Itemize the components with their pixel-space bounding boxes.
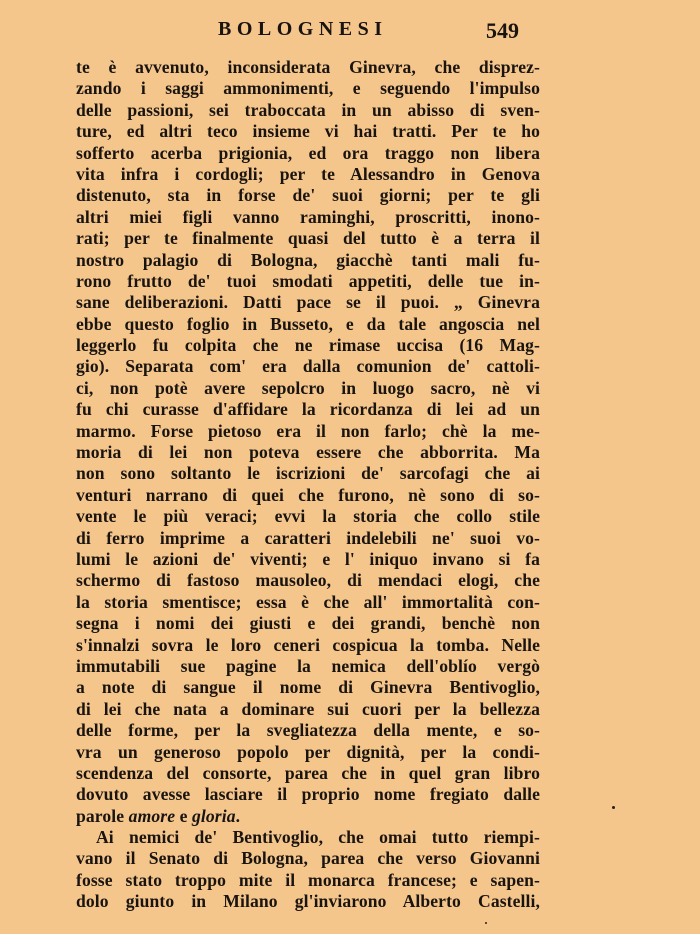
text-line: sane deliberazioni. Datti pace se il puoi. „ Ginevra: [76, 292, 540, 313]
text-line: vano il Senato di Bologna, parea che verso Giovanni: [76, 848, 540, 869]
text-line: ci, non potè avere sepolcro in luogo sacro, nè vi: [76, 377, 540, 398]
page-number: 549: [486, 18, 519, 43]
text-line: a note di sangue il nome di Ginevra Bentivoglio,: [76, 677, 540, 698]
text-line: gio). Separata com' era dalla comunion de' cattoli-: [76, 356, 540, 377]
text-line: scendenza del consorte, parea che in quel gran libro: [76, 762, 540, 783]
text-line: distenuto, sta in forse de' suoi giorni; per te gli: [76, 185, 540, 206]
text-line: vente le più veraci; evvi la storia che collo stile: [76, 506, 540, 527]
italic-word: gloria: [192, 805, 236, 826]
italic-word: amore: [128, 805, 176, 826]
body-text: [76, 57, 540, 913]
text-line: delle forme, per la svegliatezza della mente, e so-: [76, 720, 540, 741]
paragraph-2: [76, 827, 540, 913]
text-line: sofferto acerba prigionia, ed ora traggo non libera: [76, 142, 540, 163]
text-line: di ferro imprime a caratteri indelebili ne' suoi vo-: [76, 527, 540, 548]
text-line: Ai nemici de' Bentivoglio, che omai tutto riempi-: [96, 827, 540, 848]
text-line: delle passioni, sei traboccata in un abisso di sven-: [76, 99, 540, 120]
text-line: rono frutto de' tuoi smodati appetiti, delle tue in-: [76, 270, 540, 291]
text-line: moria di lei non poteva essere che abborrita. Ma: [76, 442, 540, 463]
text-line: te è avvenuto, inconsiderata Ginevra, che disprez-: [76, 57, 540, 77]
ink-speck: [612, 806, 615, 809]
text-line: la storia smentisce; essa è che all' immortalità con-: [76, 591, 540, 612]
text-line: vita infra i cordogli; per te Alessandro in Genova: [76, 163, 540, 184]
text-line: dolo giunto in Milano gl'inviarono Alberto Castelli,: [76, 891, 540, 912]
text-fragment: parole: [76, 805, 129, 826]
text-line: segna i nomi dei giusti e dei grandi, benchè non: [76, 613, 540, 634]
paragraph-1: [76, 57, 540, 806]
text-line: fosse stato troppo mite il monarca francese; e sapen-: [76, 869, 540, 890]
text-line: dovuto avesse lasciare il proprio nome fregiato dalle: [76, 784, 540, 805]
page-header: [0, 18, 700, 48]
text-line: zando i saggi ammonimenti, e seguendo l'impulso: [76, 78, 540, 99]
text-fragment: e: [175, 805, 193, 826]
text-line: leggerlo fu colpita che ne rimase uccisa (16 Mag-: [76, 335, 540, 356]
text-fragment: .: [235, 805, 241, 826]
text-line: lumi le azioni de' viventi; e l' iniquo invano si fa: [76, 548, 540, 569]
text-line: ture, ed altri teco insieme vi hai tratti. Per te ho: [76, 121, 540, 142]
text-line: di lei che nata a dominare sui cuori per la bellezza: [76, 698, 540, 719]
running-title: BOLOGNESI: [218, 18, 388, 40]
ink-speck: [485, 922, 487, 924]
text-line: marmo. Forse pietoso era il non farlo; chè la me-: [76, 420, 540, 441]
text-line: s'innalzi sovra le loro ceneri cospicua la tomba. Nelle: [76, 634, 540, 655]
text-line: rati; per te finalmente quasi del tutto è a terra il: [76, 228, 540, 249]
text-line: fu chi curasse d'affidare la ricordanza di lei ad un: [76, 399, 540, 420]
text-line: venturi narrano di quei che furono, nè sono di so-: [76, 484, 540, 505]
text-line: schermo di fastoso mausoleo, di mendaci elogi, che: [76, 570, 540, 591]
text-line: vra un generoso popolo per dignità, per la condi-: [76, 741, 540, 762]
text-line: immutabili sue pagine la nemica dell'oblío vergò: [76, 655, 540, 676]
text-line: non sono soltanto le iscrizioni de' sarcofagi che ai: [76, 463, 540, 484]
text-line: altri miei figli vanno raminghi, proscritti, inono-: [76, 206, 540, 227]
text-line: nostro palagio di Bologna, giacchè tanti mali fu-: [76, 249, 540, 270]
text-line: [76, 806, 540, 827]
text-line: ebbe questo foglio in Busseto, e da tale angoscia nel: [76, 313, 540, 334]
